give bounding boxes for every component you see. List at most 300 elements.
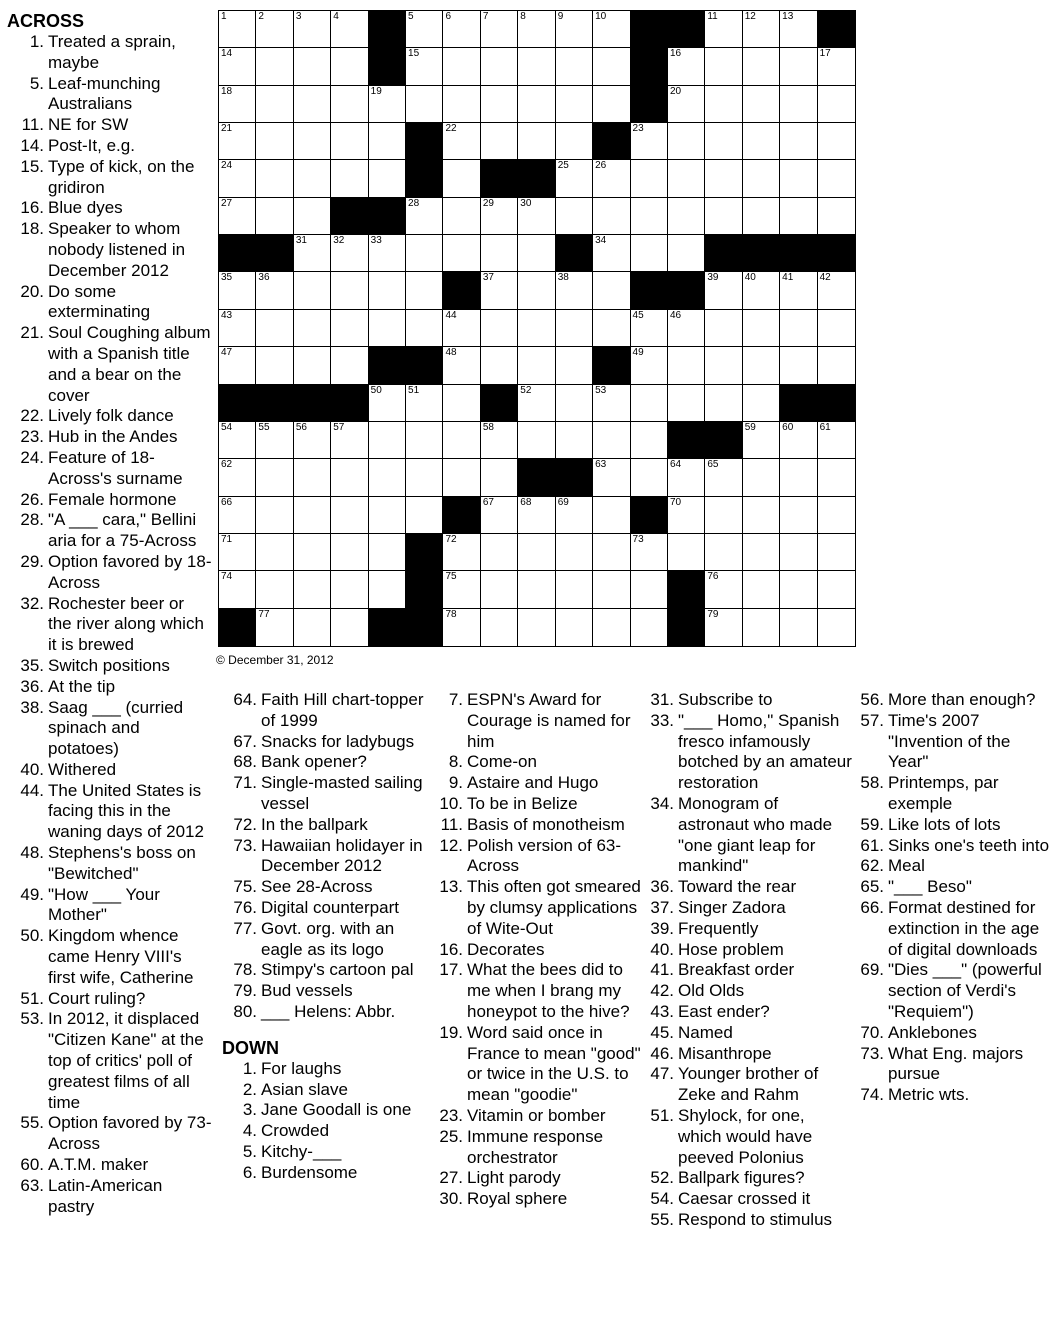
grid-cell[interactable] [406,198,443,235]
grid-cell[interactable] [369,571,406,608]
down-clue [846,711,1050,773]
grid-cell[interactable] [481,48,518,85]
grid-cell[interactable] [705,609,742,646]
cell-number: 36 [258,272,270,284]
grid-cell[interactable] [369,123,406,160]
grid-cell[interactable] [369,422,406,459]
grid-cell[interactable] [481,11,518,48]
across-clue [222,690,434,732]
grid-cell[interactable] [593,86,630,123]
grid-cell[interactable] [406,422,443,459]
grid-cell[interactable] [780,609,817,646]
grid-cell[interactable] [256,86,293,123]
grid-cell[interactable] [256,160,293,197]
grid-cell[interactable] [818,422,855,459]
grid-cell[interactable] [406,310,443,347]
across-clue [222,732,434,753]
grid-cell[interactable] [593,571,630,608]
grid-cell[interactable] [631,385,668,422]
grid-cell[interactable] [294,198,331,235]
grid-cell[interactable] [556,48,593,85]
grid-cell[interactable] [705,571,742,608]
grid-cell[interactable] [443,86,480,123]
clue-text: For laughs [261,1058,342,1078]
grid-cell[interactable] [556,609,593,646]
grid-cell[interactable] [294,571,331,608]
grid-cell[interactable] [705,160,742,197]
grid-cell[interactable] [256,48,293,85]
grid-cell[interactable] [593,459,630,496]
grid-cell[interactable] [443,385,480,422]
grid-cell[interactable] [518,198,555,235]
cell-number: 3 [295,11,302,22]
grid-cell[interactable] [556,497,593,534]
grid-cell[interactable] [518,385,555,422]
across-clue [222,752,434,773]
cell-number: 25 [557,160,569,172]
grid-cell[interactable] [443,11,480,48]
grid-cell[interactable] [256,497,293,534]
grid-cell[interactable] [256,198,293,235]
grid-cell[interactable] [705,459,742,496]
grid-cell[interactable] [219,347,256,384]
grid-cell[interactable] [294,272,331,309]
grid-cell[interactable] [518,235,555,272]
grid-cell[interactable] [256,609,293,646]
grid-cell[interactable] [780,347,817,384]
grid-cell[interactable] [705,48,742,85]
grid-cell[interactable] [369,235,406,272]
grid-cell[interactable] [705,347,742,384]
copyright: © December 31, 2012 [216,653,334,667]
grid-cell[interactable] [256,347,293,384]
grid-cell[interactable] [518,609,555,646]
grid-cell[interactable] [668,385,705,422]
grid-cell[interactable] [219,422,256,459]
grid-cell[interactable] [294,347,331,384]
grid-cell[interactable] [481,497,518,534]
grid-cell[interactable] [219,497,256,534]
grid-cell[interactable] [818,347,855,384]
grid-cell[interactable] [481,272,518,309]
grid-cell[interactable] [443,160,480,197]
clue-number: 14. [20,135,44,155]
grid-cell[interactable] [705,123,742,160]
grid-cell[interactable] [518,347,555,384]
grid-cell[interactable] [668,198,705,235]
grid-cell[interactable] [668,497,705,534]
grid-cell[interactable] [780,11,817,48]
grid-cell[interactable] [780,272,817,309]
grid-cell[interactable] [331,310,368,347]
grid-cell[interactable] [818,123,855,160]
grid-cell[interactable] [780,160,817,197]
clue-text: A.T.M. maker [48,1155,149,1175]
grid-cell[interactable] [556,422,593,459]
grid-cell[interactable] [818,160,855,197]
grid-cell[interactable] [780,86,817,123]
grid-cell[interactable] [256,272,293,309]
grid-cell[interactable] [406,497,443,534]
grid-cell[interactable] [443,609,480,646]
grid-cell[interactable] [705,86,742,123]
grid-cell[interactable] [818,310,855,347]
grid-cell[interactable] [406,48,443,85]
clue-text: Govt. org. with an eagle as its logo [261,918,395,959]
grid-cell[interactable] [294,48,331,85]
grid-cell[interactable] [294,422,331,459]
grid-cell[interactable] [481,459,518,496]
grid-cell[interactable] [593,11,630,48]
grid-cell[interactable] [331,571,368,608]
grid-cell[interactable] [668,86,705,123]
clue-text: Jane Goodall is one [261,1100,412,1120]
grid-cell[interactable] [631,609,668,646]
grid-cell[interactable] [331,235,368,272]
grid-cell[interactable] [406,272,443,309]
grid-cell[interactable] [668,534,705,571]
grid-cell[interactable] [294,86,331,123]
grid-cell[interactable] [631,310,668,347]
grid-cell[interactable] [481,422,518,459]
grid-cell[interactable] [593,609,630,646]
grid-cell[interactable] [556,160,593,197]
grid-cell[interactable] [668,123,705,160]
grid-cell[interactable] [780,310,817,347]
clue-text: Type of kick, on the gridiron [48,156,195,197]
grid-cell[interactable] [818,48,855,85]
grid-cell[interactable] [743,198,780,235]
grid-cell[interactable] [481,571,518,608]
grid-cell[interactable] [219,310,256,347]
grid-cell[interactable] [705,534,742,571]
grid-cell[interactable] [818,459,855,496]
grid-cell[interactable] [780,571,817,608]
grid-cell[interactable] [593,198,630,235]
grid-cell[interactable] [668,347,705,384]
grid-cell[interactable] [518,310,555,347]
grid-cell[interactable] [631,422,668,459]
grid-cell[interactable] [256,11,293,48]
cell-number: 14 [221,48,233,60]
grid-cell[interactable] [631,198,668,235]
grid-cell[interactable] [219,123,256,160]
grid-cell[interactable] [743,272,780,309]
down-clue [425,815,643,836]
clue-text: Come-on [467,752,537,772]
grid-cell[interactable] [631,571,668,608]
clue-number: 70. [860,1022,884,1042]
grid-cell[interactable] [518,534,555,571]
grid-cell[interactable] [331,497,368,534]
grid-cell[interactable] [556,571,593,608]
grid-cell[interactable] [556,347,593,384]
grid-cell[interactable] [443,459,480,496]
grid-cell[interactable] [780,497,817,534]
grid-cell[interactable] [705,11,742,48]
down-clue [636,940,852,961]
grid-cell[interactable] [331,48,368,85]
down-clue [222,1121,434,1142]
grid-cell[interactable] [705,497,742,534]
cell-number: 2 [258,11,264,22]
grid-cell[interactable] [743,459,780,496]
grid-cell[interactable] [518,123,555,160]
grid-cell[interactable] [331,347,368,384]
grid-cell[interactable] [369,310,406,347]
grid-cell[interactable] [818,609,855,646]
grid-cell[interactable] [743,86,780,123]
grid-cell[interactable] [219,48,256,85]
grid-cell[interactable] [481,86,518,123]
grid-cell[interactable] [780,534,817,571]
grid-cell[interactable] [256,459,293,496]
clue-number: 17. [439,960,463,980]
grid-cell[interactable] [780,48,817,85]
grid-cell[interactable] [256,571,293,608]
clue-text: Bud vessels [261,981,353,1001]
grid-cell[interactable] [518,272,555,309]
grid-cell[interactable] [219,160,256,197]
grid-cell[interactable] [631,160,668,197]
grid-cell[interactable] [443,347,480,384]
grid-cell[interactable] [668,310,705,347]
grid-cell[interactable] [818,497,855,534]
grid-cell[interactable] [256,123,293,160]
cell-number: 74 [221,571,233,583]
grid-cell[interactable] [331,459,368,496]
grid-cell[interactable] [369,86,406,123]
grid-cell[interactable] [743,385,780,422]
grid-cell[interactable] [369,459,406,496]
grid-cell[interactable] [743,310,780,347]
grid-cell[interactable] [668,48,705,85]
grid-cell[interactable] [331,123,368,160]
grid-cell[interactable] [406,385,443,422]
down-clue [222,1100,434,1121]
clue-text: Stephens's boss on "Bewitched" [48,843,196,883]
down-clue [846,1023,1050,1044]
grid-cell[interactable] [593,272,630,309]
grid-cell[interactable] [818,198,855,235]
grid-cell[interactable] [443,123,480,160]
across-clue [222,836,434,878]
grid-cell[interactable] [294,160,331,197]
grid-cell[interactable] [219,272,256,309]
grid-cell[interactable] [219,11,256,48]
clue-number: 49. [20,884,44,904]
across-clue [7,198,212,219]
grid-cell[interactable] [369,497,406,534]
clue-number: 59. [860,814,884,834]
grid-cell[interactable] [443,422,480,459]
grid-cell[interactable] [406,235,443,272]
black-square [481,385,518,422]
grid-cell[interactable] [668,160,705,197]
grid-cell[interactable] [631,123,668,160]
grid-cell[interactable] [631,459,668,496]
grid-cell[interactable] [219,534,256,571]
grid-cell[interactable] [705,272,742,309]
black-square [593,123,630,160]
grid-cell[interactable] [556,86,593,123]
grid-cell[interactable] [219,459,256,496]
grid-cell[interactable] [593,160,630,197]
grid-cell[interactable] [593,310,630,347]
clue-text: Named [678,1022,733,1042]
grid-cell[interactable] [743,497,780,534]
grid-cell[interactable] [219,571,256,608]
grid-cell[interactable] [481,198,518,235]
grid-cell[interactable] [743,11,780,48]
grid-cell[interactable] [518,422,555,459]
black-square [406,123,443,160]
grid-cell[interactable] [631,235,668,272]
black-square [668,272,705,309]
grid-cell[interactable] [518,497,555,534]
grid-cell[interactable] [556,11,593,48]
grid-cell[interactable] [331,160,368,197]
grid-cell[interactable] [743,48,780,85]
grid-cell[interactable] [780,422,817,459]
clue-text: Vitamin or bomber [467,1105,606,1125]
clue-text: East ender? [678,1001,770,1021]
grid-cell[interactable] [481,235,518,272]
grid-cell[interactable] [443,534,480,571]
grid-cell[interactable] [443,235,480,272]
grid-cell[interactable] [780,459,817,496]
across-clue [7,157,212,199]
grid-cell[interactable] [556,534,593,571]
clue-text: ___ Helens: Abbr. [261,1001,396,1021]
grid-cell[interactable] [593,385,630,422]
grid-cell[interactable] [406,86,443,123]
grid-cell[interactable] [294,235,331,272]
grid-cell[interactable] [556,310,593,347]
grid-cell[interactable] [593,534,630,571]
grid-cell[interactable] [256,310,293,347]
across-heading: ACROSS [7,11,85,31]
black-square [556,459,593,496]
grid-cell[interactable] [219,86,256,123]
grid-cell[interactable] [331,86,368,123]
clue-number: 46. [650,1043,674,1063]
grid-cell[interactable] [443,571,480,608]
grid-cell[interactable] [818,86,855,123]
grid-cell[interactable] [294,459,331,496]
grid-cell[interactable] [743,534,780,571]
grid-cell[interactable] [294,497,331,534]
grid-cell[interactable] [481,347,518,384]
grid-cell[interactable] [818,571,855,608]
grid-cell[interactable] [818,272,855,309]
grid-cell[interactable] [593,422,630,459]
grid-cell[interactable] [518,48,555,85]
grid-cell[interactable] [556,123,593,160]
grid-cell[interactable] [668,235,705,272]
grid-cell[interactable] [481,609,518,646]
grid-cell[interactable] [705,385,742,422]
grid-cell[interactable] [294,11,331,48]
grid-cell[interactable] [331,609,368,646]
grid-cell[interactable] [593,235,630,272]
grid-cell[interactable] [256,422,293,459]
grid-cell[interactable] [294,609,331,646]
down-clue [425,1023,643,1106]
clue-number: 6. [242,1162,257,1182]
grid-cell[interactable] [631,534,668,571]
grid-cell[interactable] [294,534,331,571]
grid-cell[interactable] [743,347,780,384]
grid-cell[interactable] [631,347,668,384]
grid-cell[interactable] [743,422,780,459]
grid-cell[interactable] [705,198,742,235]
grid-cell[interactable] [743,609,780,646]
clue-text: Option favored by 73-Across [48,1113,212,1154]
grid-cell[interactable] [668,459,705,496]
clue-number: 7. [448,690,463,709]
grid-cell[interactable] [481,123,518,160]
grid-cell[interactable] [556,272,593,309]
grid-cell[interactable] [294,310,331,347]
grid-cell[interactable] [743,160,780,197]
grid-cell[interactable] [294,123,331,160]
grid-cell[interactable] [743,571,780,608]
grid-cell[interactable] [369,272,406,309]
grid-cell[interactable] [556,385,593,422]
grid-cell[interactable] [219,198,256,235]
down-clue [636,1189,852,1210]
grid-cell[interactable] [443,310,480,347]
grid-cell[interactable] [780,123,817,160]
grid-cell[interactable] [518,571,555,608]
clue-number: 8. [448,752,463,772]
grid-cell[interactable] [369,385,406,422]
grid-cell[interactable] [556,198,593,235]
grid-cell[interactable] [518,86,555,123]
down-clue [222,1142,434,1163]
grid-cell[interactable] [593,48,630,85]
black-square [556,235,593,272]
clue-number: 80. [233,1001,257,1021]
grid-cell[interactable] [443,198,480,235]
grid-cell[interactable] [481,534,518,571]
cell-number: 18 [221,85,233,97]
grid-cell[interactable] [443,48,480,85]
grid-cell[interactable] [256,534,293,571]
grid-cell[interactable] [818,534,855,571]
clue-number: 1. [29,32,44,51]
grid-cell[interactable] [481,310,518,347]
grid-cell[interactable] [780,198,817,235]
clue-text: Stimpy's cartoon pal [261,960,414,980]
cell-number: 40 [744,272,756,284]
grid-cell[interactable] [406,459,443,496]
grid-cell[interactable] [369,160,406,197]
grid-cell[interactable] [331,11,368,48]
clue-text: Like lots of lots [888,814,1001,834]
grid-cell[interactable] [705,310,742,347]
grid-cell[interactable] [518,11,555,48]
grid-cell[interactable] [331,534,368,571]
grid-cell[interactable] [593,497,630,534]
across-column-1 [7,10,212,1217]
grid-cell[interactable] [331,422,368,459]
grid-cell[interactable] [369,534,406,571]
grid-cell[interactable] [743,123,780,160]
grid-cell[interactable] [331,272,368,309]
grid-cell[interactable] [406,11,443,48]
